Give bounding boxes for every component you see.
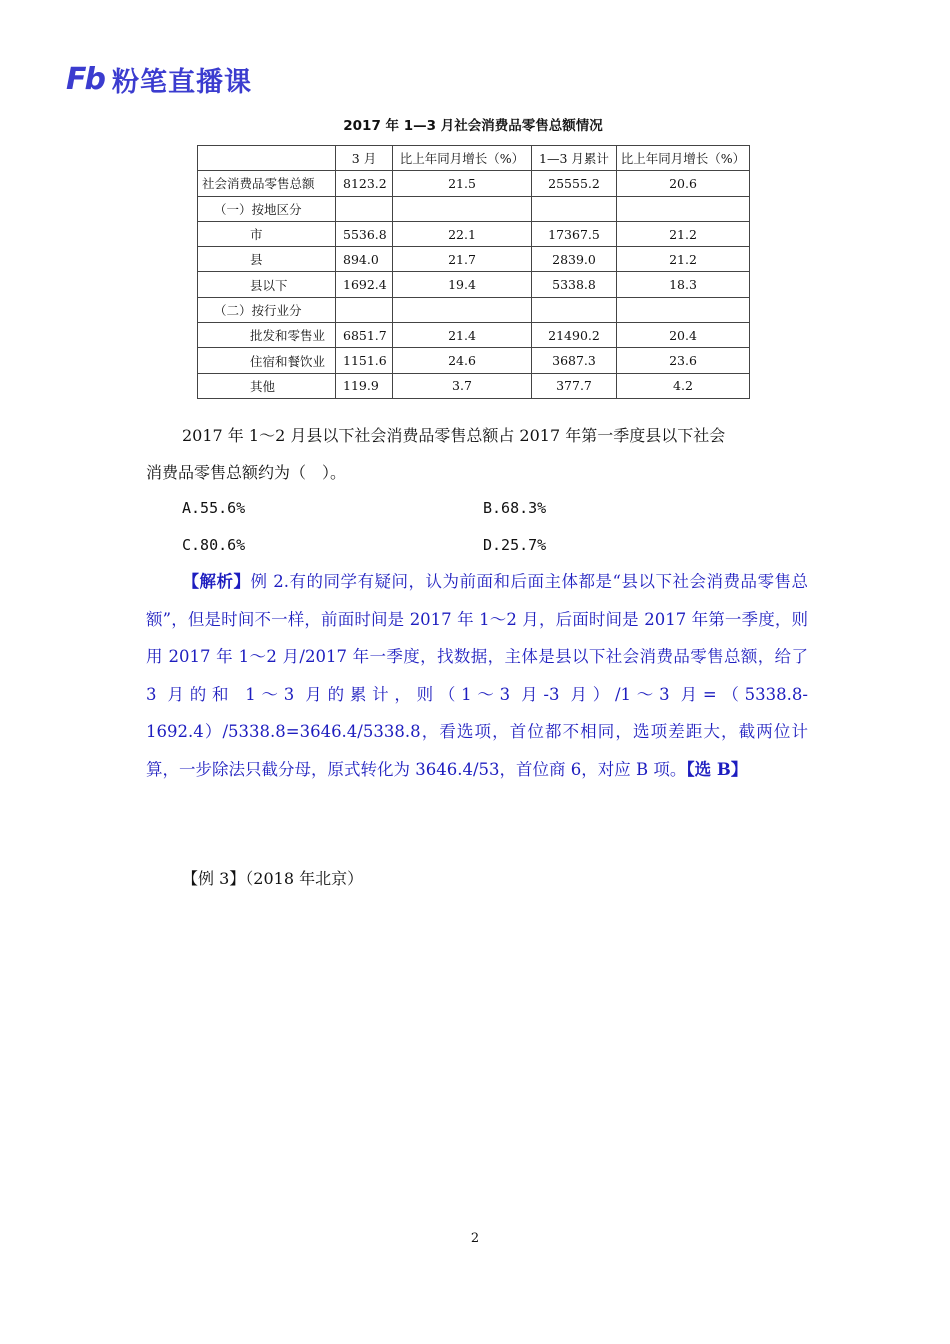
question-line-2: 消费品零售总额约为（ ）。 xyxy=(146,463,347,482)
table-cell: 21.2 xyxy=(617,247,750,272)
table-cell: 119.9 xyxy=(336,373,393,398)
table-cell: 3687.3 xyxy=(532,348,617,373)
analysis-tag: 【解析】 xyxy=(182,572,251,591)
option-d: D.25.7% xyxy=(483,536,547,554)
row-label: 社会消费品零售总额 xyxy=(198,171,336,196)
analysis-block xyxy=(146,563,808,788)
table-cell: 6851.7 xyxy=(336,323,393,348)
table-cell: 23.6 xyxy=(617,348,750,373)
table-cell xyxy=(532,297,617,322)
table-row xyxy=(198,171,750,196)
table-cell: 894.0 xyxy=(336,247,393,272)
option-a: A.55.6% xyxy=(182,499,246,517)
table-title: 2017 年 1—3 月社会消费品零售总额情况 xyxy=(343,118,603,134)
row-label: 住宿和餐饮业 xyxy=(198,348,336,373)
table-cell: 377.7 xyxy=(532,373,617,398)
table-cell: 20.6 xyxy=(617,171,750,196)
page-number: 2 xyxy=(470,1231,480,1246)
example-heading xyxy=(182,866,363,889)
table-cell xyxy=(393,196,532,221)
row-label: 市 xyxy=(198,221,336,246)
option-b: B.68.3% xyxy=(483,499,547,517)
header-cell: 比上年同月增长（%） xyxy=(617,146,750,171)
table-row xyxy=(198,348,750,373)
table-cell: 20.4 xyxy=(617,323,750,348)
table-cell: 21.5 xyxy=(393,171,532,196)
table-cell xyxy=(393,297,532,322)
table-cell: 4.2 xyxy=(617,373,750,398)
table-cell: 5536.8 xyxy=(336,221,393,246)
question-line-1: 2017 年 1～2 月县以下社会消费品零售总额占 2017 年第一季度县以下社会 xyxy=(182,426,726,445)
table-cell: 21.7 xyxy=(393,247,532,272)
table-header-row xyxy=(198,146,750,171)
table-cell: 8123.2 xyxy=(336,171,393,196)
table-cell: 21.2 xyxy=(617,221,750,246)
header-cell: 1—3 月累计 xyxy=(532,146,617,171)
table-cell: 18.3 xyxy=(617,272,750,297)
row-label: 县以下 xyxy=(198,272,336,297)
table-row xyxy=(198,196,750,221)
row-label: （一）按地区分 xyxy=(198,196,336,221)
logo-text: 粉笔直播课 xyxy=(111,66,252,98)
analysis-text: 例 2.有的同学有疑问，认为前面和后面主体都是“县以下社会消费品零售总额”，但是时间不一样，前面时间是 2017 年 1～2 月，后面时间是 2017 年第一季度，则用 2017 年 1～2 月/2017 年一季度，找数据，主体是县以下社会消费品零售总额，给了 3 月的和 1～3 月的累计，则（1～3 月-3 月）/1～3 月=（5338.8-1692.4）/5338.8=3646.4/5338.8，看选项，首位都不相同，选项差距大，截两位计算，一步除法只截分母，原式转化为 3646.4/53，首位商 6，对应 B 项。 xyxy=(146,572,808,779)
brand-logo xyxy=(66,62,252,96)
table-cell xyxy=(532,196,617,221)
table-cell: 21.4 xyxy=(393,323,532,348)
table-cell: 17367.5 xyxy=(532,221,617,246)
table-cell: 1151.6 xyxy=(336,348,393,373)
table-row xyxy=(198,247,750,272)
option-c: C.80.6% xyxy=(182,536,246,554)
row-label: （二）按行业分 xyxy=(198,297,336,322)
retail-sales-table xyxy=(197,145,750,399)
example-label: 【例 3】 xyxy=(182,869,246,888)
table-row xyxy=(198,221,750,246)
table-cell: 25555.2 xyxy=(532,171,617,196)
header-cell: 3 月 xyxy=(336,146,393,171)
table-row xyxy=(198,297,750,322)
answer-tag: 【选 B】 xyxy=(686,759,748,779)
row-label: 其他 xyxy=(198,373,336,398)
table-cell: 5338.8 xyxy=(532,272,617,297)
row-label: 县 xyxy=(198,247,336,272)
example-source: （2018 年北京） xyxy=(245,869,364,888)
header-cell: 比上年同月增长（%） xyxy=(393,146,532,171)
table-cell: 3.7 xyxy=(393,373,532,398)
table-cell: 22.1 xyxy=(393,221,532,246)
table-row xyxy=(198,323,750,348)
table-cell xyxy=(617,196,750,221)
header-cell xyxy=(198,146,336,171)
table-cell: 2839.0 xyxy=(532,247,617,272)
table-row xyxy=(198,373,750,398)
table-cell xyxy=(617,297,750,322)
table-cell: 24.6 xyxy=(393,348,532,373)
table-cell: 21490.2 xyxy=(532,323,617,348)
table-cell: 1692.4 xyxy=(336,272,393,297)
table-cell: 19.4 xyxy=(393,272,532,297)
table-cell xyxy=(336,196,393,221)
row-label: 批发和零售业 xyxy=(198,323,336,348)
logo-mark: Fb xyxy=(66,61,104,97)
table-row xyxy=(198,272,750,297)
table-cell xyxy=(336,297,393,322)
